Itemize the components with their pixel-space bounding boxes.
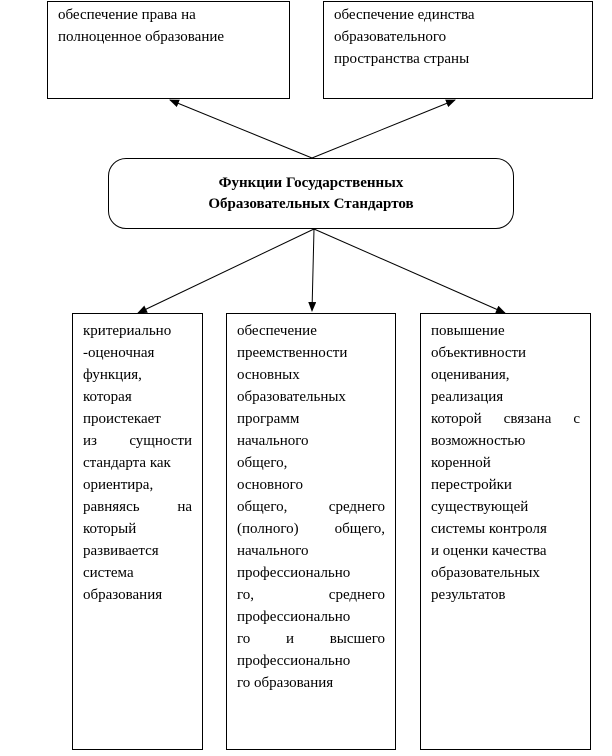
top-right-box [323, 1, 593, 99]
box-line [83, 474, 192, 496]
box-word: и оценки качества [431, 543, 547, 559]
box-word: коренной [431, 455, 491, 471]
box-line: обеспечение права на [58, 7, 196, 23]
box-line: обеспечение единства [334, 7, 475, 23]
box-line [431, 562, 580, 584]
bottom-middle-box [226, 313, 396, 750]
box-word: которой [431, 411, 482, 427]
box-word: системы контроля [431, 521, 547, 537]
box-word: система [83, 565, 134, 581]
box-word: профессионально [237, 565, 351, 581]
box-word: результатов [431, 587, 506, 603]
arrow-to-bottom-left [138, 229, 314, 313]
box-word: общего, [237, 455, 288, 471]
box-line [237, 672, 385, 694]
box-line [237, 562, 385, 584]
box-word: программ [237, 411, 300, 427]
box-word: связана [503, 411, 552, 427]
box-line: полноценное образование [58, 29, 225, 45]
box-line [431, 430, 580, 452]
box-line [431, 364, 580, 386]
box-word: преемственности [237, 345, 348, 361]
box-word: возможностью [431, 433, 526, 449]
box-line [431, 408, 580, 430]
bottom-left-box [72, 313, 203, 750]
box-word: развивается [83, 543, 159, 559]
box-line [237, 540, 385, 562]
box-word: из [83, 433, 97, 449]
box-line [237, 474, 385, 496]
arrow-to-top-right [312, 100, 455, 158]
box-line [83, 496, 192, 518]
box-word: проистекает [83, 411, 161, 427]
box-word: начального [237, 543, 309, 559]
box-line [83, 562, 192, 584]
box-line [431, 496, 580, 518]
box-line [431, 584, 580, 606]
box-line [237, 320, 385, 342]
box-line [237, 650, 385, 672]
box-word: перестройки [431, 477, 512, 493]
box-line [83, 342, 192, 364]
box-line [237, 518, 385, 540]
box-line [237, 584, 385, 606]
box-line [83, 540, 192, 562]
box-word: на [177, 499, 192, 515]
box-word: профессионально [237, 653, 351, 669]
box-word: объективности [431, 345, 527, 361]
box-line [431, 540, 580, 562]
box-word: образовательных [431, 565, 540, 581]
box-line [83, 518, 192, 540]
box-line [83, 584, 192, 606]
box-word: основных [237, 367, 300, 383]
box-word: -оценочная [83, 345, 155, 361]
box-word: ориентира, [83, 477, 154, 493]
box-line [237, 430, 385, 452]
center-title-box [108, 158, 514, 229]
box-line [83, 408, 192, 430]
box-word: среднего [328, 587, 385, 603]
box-word: профессионально [237, 609, 351, 625]
box-line [237, 342, 385, 364]
box-line: пространства страны [334, 51, 470, 67]
box-word: сущности [129, 433, 192, 449]
box-line: образовательного [334, 29, 447, 45]
box-word: среднего [328, 499, 385, 515]
box-line [431, 474, 580, 496]
box-word: образовательных [237, 389, 346, 405]
box-line [83, 430, 192, 452]
box-line [83, 386, 192, 408]
box-word: общего, [237, 499, 288, 515]
box-word: и [285, 631, 294, 647]
arrow-to-bottom-mid [312, 229, 314, 311]
box-word: повышение [431, 323, 505, 339]
box-word: существующей [431, 499, 529, 515]
box-line [431, 386, 580, 408]
box-line [431, 452, 580, 474]
box-line [431, 342, 580, 364]
box-word: (полного) [237, 521, 299, 537]
box-line [237, 386, 385, 408]
box-word: реализация [431, 389, 504, 405]
box-line [83, 452, 192, 474]
center-title-line: Функции Государственных [218, 174, 404, 191]
box-line [237, 628, 385, 650]
box-line [83, 364, 192, 386]
box-line [237, 496, 385, 518]
box-line [83, 320, 192, 342]
bottom-right-box [420, 313, 591, 750]
box-word: которая [83, 389, 132, 405]
top-left-box [47, 1, 290, 99]
arrow-to-bottom-right [314, 229, 505, 313]
box-line [237, 364, 385, 386]
box-line [431, 320, 580, 342]
box-word: общего, [334, 521, 385, 537]
arrow-to-top-left [170, 100, 312, 158]
box-word: образования [83, 587, 163, 603]
box-word: высшего [329, 631, 385, 647]
box-line [237, 606, 385, 628]
box-word: равняясь [83, 499, 140, 515]
box-word: го образования [237, 675, 334, 691]
box-word: стандарта как [83, 455, 171, 471]
box-word: основного [237, 477, 303, 493]
box-word: го [237, 631, 251, 647]
box-word: критериально [83, 323, 172, 339]
box-line [237, 408, 385, 430]
box-line [431, 518, 580, 540]
box-word: начального [237, 433, 309, 449]
box-line [237, 452, 385, 474]
box-word: го, [237, 587, 255, 603]
box-word: с [573, 411, 580, 427]
box-word: обеспечение [237, 323, 317, 339]
box-word: оценивания, [431, 367, 510, 383]
box-word: функция, [83, 367, 142, 383]
center-title-line: Образовательных Стандартов [208, 195, 414, 212]
box-word: который [83, 521, 137, 537]
